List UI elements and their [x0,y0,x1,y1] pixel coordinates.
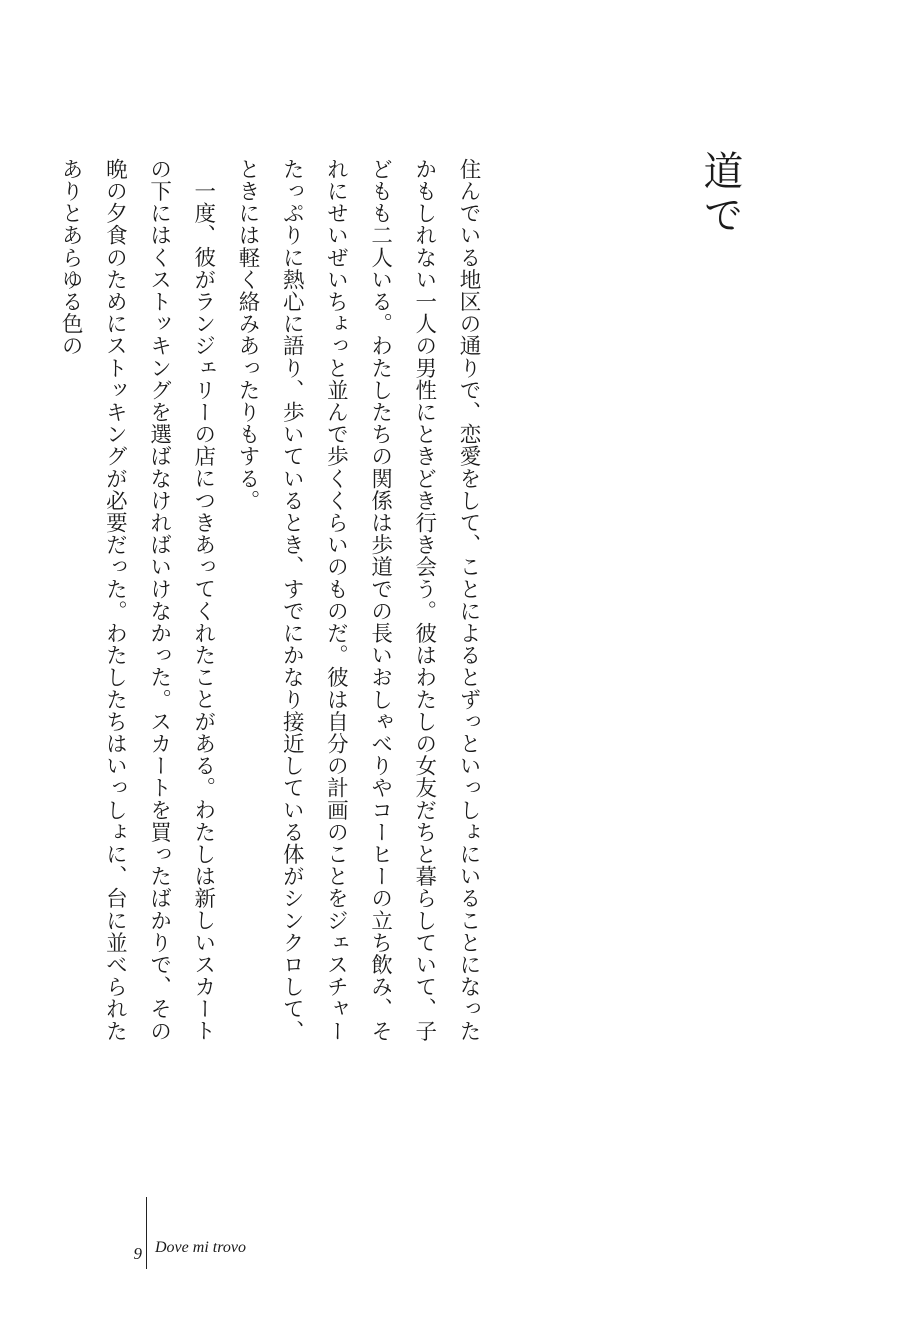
chapter-title: 道で [697,150,743,238]
running-title: Dove mi trovo [155,1239,246,1256]
paragraph-2: 一度、彼がランジェリーの店につきあってくれたことがある。わたしは新しいスカートの下にはくストッキングを選ばなければいけなかった。スカートを買ったばかりで、その晩の夕食のためにストッキングが必要だった。わたしたちはいっしょに、台に並べられたありとあらゆる色の [58,158,216,1042]
paragraph-1: 住んでいる地区の通りで、恋愛をして、ことによるとずっといっしょにいることになったかもしれない一人の男性にときどき行き会う。彼はわたしの女友だちと暮らしていて、子どもも二人いる。わたしたちの関係は歩道での長いおしゃべりやコーヒーの立ち飲み、それにせいぜいちょっと並んで歩くくらいのものだ。彼は自分の計画のことをジェスチャーたっぷりに熱心に語り、歩いているとき、すでにかなり接近している体がシンクロして、ときには軽く絡みあったりもする。 [234,158,481,1042]
page-number: 9 [133,1244,142,1263]
body-text [58,158,490,1058]
footer-rule [146,1197,147,1269]
